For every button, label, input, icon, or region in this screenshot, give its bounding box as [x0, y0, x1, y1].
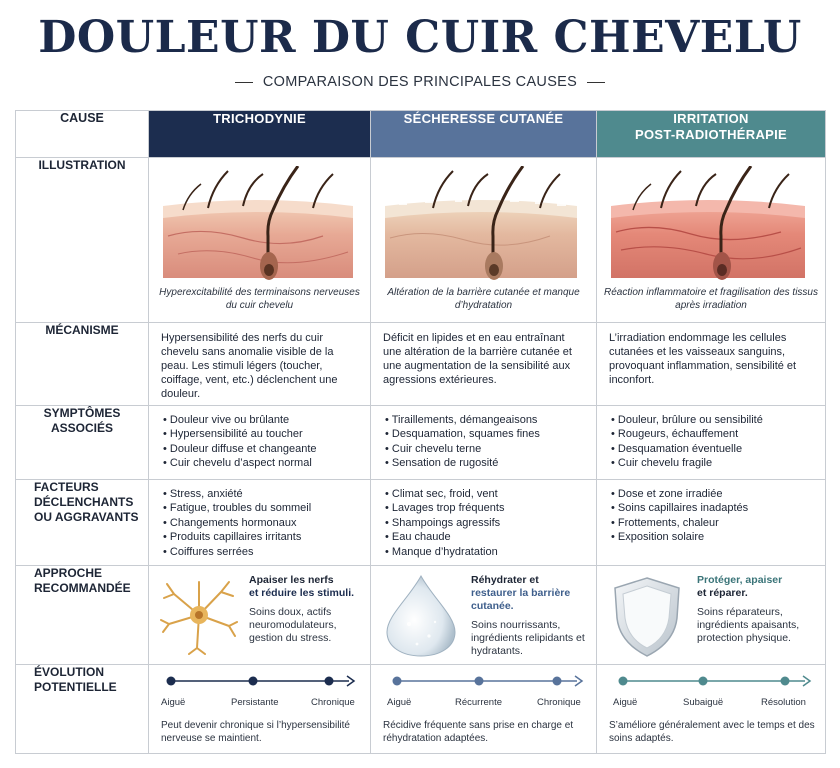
list-item: • Lavages trop fréquents [385, 501, 588, 515]
divider [587, 82, 605, 83]
list-item: • Exposition solaire [611, 530, 817, 544]
list-item: • Sensation de rugosité [385, 456, 588, 470]
shield-icon [607, 574, 687, 658]
row-label-line: APPROCHE [34, 566, 103, 580]
approach-heading: Réhydrater et [471, 574, 539, 586]
list-item: • Shampoings agressifs [385, 516, 588, 530]
illustration-caption: Altération de la barrière cutanée et manque d’hydratation [387, 287, 580, 311]
row-label-line: SYMPTÔMES [43, 406, 121, 420]
irritated-scalp-illustration [611, 166, 805, 281]
row-label-line: OU AGGRAVANTS [34, 510, 139, 524]
row-label-line: POTENTIELLE [34, 680, 117, 694]
scalp-nerves-illustration [163, 166, 353, 281]
comparison-table [15, 110, 826, 754]
cell-facteurs-irritation [597, 480, 826, 566]
list-item: • Manque d’hydratation [385, 545, 588, 559]
list-item: • Climat sec, froid, vent [385, 487, 588, 501]
timeline-label: Aiguë [387, 697, 412, 708]
list-item: • Fatigue, troubles du sommeil [163, 501, 362, 515]
cell-illustration-irritation [597, 158, 826, 323]
cell-approche-trichodynie [149, 566, 371, 665]
page-title: DOULEUR DU CUIR CHEVELU [38, 12, 802, 63]
evolution-note: Récidive fréquente sans prise en charge et réhydratation adaptées. [383, 720, 574, 744]
list-item: • Coiffures serrées [163, 545, 362, 559]
cell-symptomes-irritation [597, 406, 826, 480]
timeline-dot [393, 677, 402, 686]
evolution-timeline [597, 665, 826, 695]
cell-mecanisme-secheresse [371, 323, 597, 406]
list-item: • Cuir chevelu fragile [611, 456, 817, 470]
cell-symptomes-trichodynie [149, 406, 371, 480]
neuron-icon [159, 574, 239, 656]
list-item: • Cuir chevelu terne [385, 442, 588, 456]
timeline-dot [781, 677, 790, 686]
cell-approche-secheresse [371, 566, 597, 665]
list-item: • Stress, anxiété [163, 487, 362, 501]
approach-heading: Protéger, apaiser [697, 574, 783, 586]
approach-heading-accent: et réparer. [697, 587, 748, 599]
list-item: • Rougeurs, échauffement [611, 427, 817, 441]
illustration-caption: Hyperexcitabilité des terminaisons nerveuses du cuir chevelu [159, 287, 360, 311]
cell-illustration-secheresse [371, 158, 597, 323]
table-row [16, 323, 826, 406]
page-subtitle [0, 74, 840, 90]
approach-body: Soins doux, actifs neuromodulateurs, gestion du stress. [249, 606, 337, 644]
table-row [16, 406, 826, 480]
list-item: • Hypersensibilité au toucher [163, 427, 362, 441]
timeline-dot [553, 677, 562, 686]
list-item: • Frottements, chaleur [611, 516, 817, 530]
cell-evolution-trichodynie [149, 665, 371, 754]
header-irritation-line2: POST-RADIOTHÉRAPIE [634, 127, 788, 142]
evolution-timeline [149, 665, 371, 695]
header-secheresse: SÉCHERESSE CUTANÉE [371, 111, 597, 158]
row-label-facteurs [16, 480, 149, 566]
approach-heading-accent: restaurer la barrière cutanée. [471, 587, 571, 612]
row-label-line: FACTEURS [34, 480, 99, 494]
timeline-label: Résolution [761, 697, 806, 708]
list-item: • Douleur vive ou brûlante [163, 413, 362, 427]
cell-facteurs-trichodynie [149, 480, 371, 566]
list-item: • Desquamation éventuelle [611, 442, 817, 456]
header-irritation [597, 111, 826, 158]
water-drop-icon [381, 574, 461, 658]
timeline-label: Chronique [311, 697, 355, 708]
divider [235, 82, 253, 83]
approach-heading: Apaiser les nerfs [249, 574, 334, 586]
timeline-label: Persistante [231, 697, 279, 708]
evolution-timeline [371, 665, 597, 695]
timeline-dot [167, 677, 176, 686]
row-label-line: RECOMMANDÉE [34, 581, 131, 595]
row-label-approche [16, 566, 149, 665]
mecanisme-text: Hypersensibilité des nerfs du cuir chevelu sans anomalie visible de la peau. Les stimuli légers (toucher, coiffage, vent, etc.) déclenchent une douleur. [161, 332, 338, 400]
list-item: • Tiraillements, démangeaisons [385, 413, 588, 427]
timeline-dot [619, 677, 628, 686]
timeline-dot [325, 677, 334, 686]
cell-evolution-irritation [597, 665, 826, 754]
approach-body: Soins nourrissants, ingrédients relipidants et hydratants. [471, 619, 585, 657]
timeline-dot [475, 677, 484, 686]
cell-mecanisme-trichodynie [149, 323, 371, 406]
cell-symptomes-secheresse [371, 406, 597, 480]
header-cause: CAUSE [16, 111, 149, 158]
timeline-dot [249, 677, 258, 686]
cell-evolution-secheresse [371, 665, 597, 754]
table-row [16, 566, 826, 665]
list-item: • Eau chaude [385, 530, 588, 544]
mecanisme-text: Déficit en lipides et en eau entraînant une altération de la barrière cutanée et une augmentation de la sensibilité aux agressions extérieures. [383, 332, 572, 386]
timeline-label: Subaiguë [683, 697, 724, 708]
row-label-line: ASSOCIÉS [50, 421, 113, 435]
evolution-note: S’améliore généralement avec le temps et des soins adaptés. [609, 720, 815, 744]
evolution-note: Peut devenir chronique si l’hypersensibilité nerveuse se maintient. [161, 720, 350, 744]
list-item: • Soins capillaires inadaptés [611, 501, 817, 515]
row-label-symptomes [16, 406, 149, 480]
cell-facteurs-secheresse [371, 480, 597, 566]
cell-mecanisme-irritation [597, 323, 826, 406]
list-item: • Changements hormonaux [163, 516, 362, 530]
row-label-line: DÉCLENCHANTS [34, 495, 134, 509]
timeline-dot [699, 677, 708, 686]
cell-illustration-trichodynie [149, 158, 371, 323]
list-item: • Douleur diffuse et changeante [163, 442, 362, 456]
timeline-label: Aiguë [161, 697, 186, 708]
timeline-label: Chronique [537, 697, 581, 708]
list-item: • Douleur, brûlure ou sensibilité [611, 413, 817, 427]
table-row [16, 665, 826, 754]
table-row [16, 158, 826, 323]
table-row [16, 480, 826, 566]
timeline-label: Récurrente [455, 697, 502, 708]
illustration-caption: Réaction inflammatoire et fragilisation des tissus après irradiation [604, 287, 818, 311]
row-label-line: ÉVOLUTION [34, 665, 105, 679]
list-item: • Dose et zone irradiée [611, 487, 817, 501]
dry-scalp-illustration [385, 166, 577, 281]
subtitle-text: COMPARAISON DES PRINCIPALES CAUSES [262, 74, 578, 90]
row-label-illustration: ILLUSTRATION [16, 158, 149, 323]
header-trichodynie: TRICHODYNIE [149, 111, 371, 158]
list-item: • Desquamation, squames fines [385, 427, 588, 441]
header-row [16, 111, 826, 158]
row-label-mecanisme: MÉCANISME [16, 323, 149, 406]
header-irritation-line1: IRRITATION [673, 111, 749, 126]
timeline-label: Aiguë [613, 697, 638, 708]
cell-approche-irritation [597, 566, 826, 665]
list-item: • Produits capillaires irritants [163, 530, 362, 544]
list-item: • Cuir chevelu d’aspect normal [163, 456, 362, 470]
approach-body: Soins réparateurs, ingrédients apaisants, protection physique. [697, 606, 800, 644]
row-label-evolution [16, 665, 149, 754]
approach-heading-accent: et réduire les stimuli. [249, 587, 355, 599]
mecanisme-text: L’irradiation endommage les cellules cutanées et les vaisseaux sanguins, provoquant inflammation, sensibilité et inconfort. [609, 332, 797, 386]
